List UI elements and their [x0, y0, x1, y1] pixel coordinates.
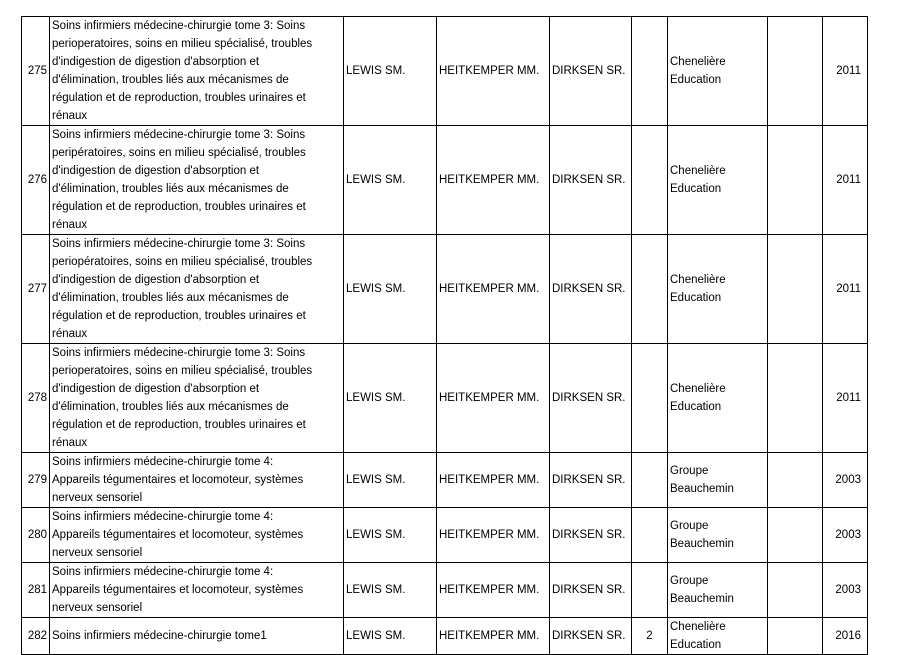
book-title-line: d'indigestion de digestion d'absorption et [52, 165, 260, 177]
book-title-line: Soins infirmiers médecine-chirurgie tome 3: Soins [52, 347, 306, 359]
author-3: DIRKSEN SR. [550, 563, 632, 618]
book-title-line: Soins infirmiers médecine-chirurgie tome 3: Soins [52, 20, 306, 32]
publisher-line: Education [670, 639, 722, 651]
author-2: HEITKEMPER MM. [437, 126, 550, 235]
row-number: 281 [22, 563, 50, 618]
publisher-line: Chenelière [670, 56, 726, 68]
table-row [22, 563, 868, 618]
book-title-line: rénaux [52, 437, 88, 449]
year: 2016 [823, 618, 868, 655]
row-number: 276 [22, 126, 50, 235]
book-title-line: régulation et de reproduction, troubles urinaires et [52, 92, 306, 104]
table-row [22, 344, 868, 453]
publisher-line: Chenelière [670, 165, 726, 177]
publisher-line: Beauchemin [670, 593, 734, 605]
year: 2011 [823, 235, 868, 344]
author-1: LEWIS SM. [344, 126, 437, 235]
table-row [22, 235, 868, 344]
book-title-line: nerveux sensoriel [52, 547, 143, 559]
table-body [22, 17, 868, 655]
edition [632, 508, 668, 563]
book-title-line: rénaux [52, 328, 88, 340]
author-3: DIRKSEN SR. [550, 618, 632, 655]
author-3: DIRKSEN SR. [550, 344, 632, 453]
row-number: 278 [22, 344, 50, 453]
year: 2003 [823, 453, 868, 508]
book-title-line: perioperatoires, soins en milieu spécialisé, troubles [52, 365, 313, 377]
author-3: DIRKSEN SR. [550, 235, 632, 344]
extra-cell [768, 126, 823, 235]
book-title-line: d'élimination, troubles liés aux mécanismes de [52, 183, 289, 195]
author-3: DIRKSEN SR. [550, 453, 632, 508]
author-3: DIRKSEN SR. [550, 126, 632, 235]
edition [632, 235, 668, 344]
book-title-cell [50, 126, 344, 235]
publisher-line: Chenelière [670, 274, 726, 286]
publisher-cell [668, 344, 768, 453]
author-2: HEITKEMPER MM. [437, 344, 550, 453]
edition [632, 453, 668, 508]
author-2: HEITKEMPER MM. [437, 453, 550, 508]
publisher-line: Chenelière [670, 383, 726, 395]
publisher-cell [668, 235, 768, 344]
book-title-cell [50, 453, 344, 508]
book-title-cell [50, 344, 344, 453]
book-table [21, 16, 868, 655]
row-number: 280 [22, 508, 50, 563]
book-title-cell [50, 618, 344, 655]
book-title-line: nerveux sensoriel [52, 602, 143, 614]
extra-cell [768, 618, 823, 655]
book-title-line: d'indigestion de digestion d'absorption et [52, 274, 260, 286]
book-title-line: régulation et de reproduction, troubles urinaires et [52, 419, 306, 431]
edition [632, 563, 668, 618]
extra-cell [768, 508, 823, 563]
edition [632, 126, 668, 235]
book-title-line: Appareils tégumentaires et locomoteur, systèmes [52, 584, 304, 596]
book-title-line: peripératoires, soins en milieu spécialisé, troubles [52, 147, 306, 159]
extra-cell [768, 453, 823, 508]
book-title-line: d'élimination, troubles liés aux mécanismes de [52, 74, 289, 86]
author-2: HEITKEMPER MM. [437, 618, 550, 655]
extra-cell [768, 235, 823, 344]
publisher-line: Beauchemin [670, 538, 734, 550]
table-row [22, 126, 868, 235]
row-number: 279 [22, 453, 50, 508]
year: 2011 [823, 17, 868, 126]
book-title-line: Soins infirmiers médecine-chirurgie tome 3: Soins [52, 238, 306, 250]
extra-cell [768, 563, 823, 618]
author-2: HEITKEMPER MM. [437, 508, 550, 563]
publisher-line: Education [670, 401, 722, 413]
year: 2011 [823, 344, 868, 453]
publisher-line: Beauchemin [670, 483, 734, 495]
book-title-line: perioperatoires, soins en milieu spécialisé, troubles [52, 38, 313, 50]
book-title-line: nerveux sensoriel [52, 492, 143, 504]
year: 2011 [823, 126, 868, 235]
table-row [22, 508, 868, 563]
edition: 2 [632, 618, 668, 655]
author-1: LEWIS SM. [344, 453, 437, 508]
publisher-line: Education [670, 292, 722, 304]
author-1: LEWIS SM. [344, 563, 437, 618]
author-1: LEWIS SM. [344, 344, 437, 453]
book-title-line: d'indigestion de digestion d'absorption et [52, 56, 260, 68]
row-number: 282 [22, 618, 50, 655]
publisher-cell [668, 618, 768, 655]
book-title-line: rénaux [52, 219, 88, 231]
book-title-cell [50, 17, 344, 126]
book-title-line: rénaux [52, 110, 88, 122]
publisher-line: Groupe [670, 575, 709, 587]
book-title-line: d'élimination, troubles liés aux mécanismes de [52, 401, 289, 413]
book-title-cell [50, 563, 344, 618]
author-2: HEITKEMPER MM. [437, 235, 550, 344]
publisher-line: Chenelière [670, 621, 726, 633]
book-title-line: Soins infirmiers médecine-chirurgie tome 4: [52, 566, 274, 578]
row-number: 277 [22, 235, 50, 344]
publisher-line: Groupe [670, 465, 709, 477]
book-title-line: Soins infirmiers médecine-chirurgie tome 4: [52, 511, 274, 523]
author-1: LEWIS SM. [344, 17, 437, 126]
author-2: HEITKEMPER MM. [437, 17, 550, 126]
author-1: LEWIS SM. [344, 508, 437, 563]
author-1: LEWIS SM. [344, 618, 437, 655]
table-row [22, 17, 868, 126]
book-title-line: Soins infirmiers médecine-chirurgie tome 4: [52, 456, 274, 468]
extra-cell [768, 344, 823, 453]
publisher-cell [668, 563, 768, 618]
book-title-line: régulation et de reproduction, troubles urinaires et [52, 201, 306, 213]
table-row [22, 453, 868, 508]
book-title-line: Appareils tégumentaires et locomoteur, systèmes [52, 474, 304, 486]
publisher-cell [668, 508, 768, 563]
author-2: HEITKEMPER MM. [437, 563, 550, 618]
extra-cell [768, 17, 823, 126]
row-number: 275 [22, 17, 50, 126]
year: 2003 [823, 563, 868, 618]
author-3: DIRKSEN SR. [550, 17, 632, 126]
year: 2003 [823, 508, 868, 563]
book-title-line: régulation et de reproduction, troubles urinaires et [52, 310, 306, 322]
book-title-line: d'élimination, troubles liés aux mécanismes de [52, 292, 289, 304]
publisher-line: Education [670, 74, 722, 86]
author-1: LEWIS SM. [344, 235, 437, 344]
publisher-cell [668, 17, 768, 126]
edition [632, 17, 668, 126]
author-3: DIRKSEN SR. [550, 508, 632, 563]
book-title-line: Soins infirmiers médecine-chirurgie tome 3: Soins [52, 129, 306, 141]
book-title-line: d'indigestion de digestion d'absorption et [52, 383, 260, 395]
publisher-line: Education [670, 183, 722, 195]
book-title-line: Soins infirmiers médecine-chirurgie tome1 [52, 630, 267, 642]
book-title-line: periopératoires, soins en milieu spécialisé, troubles [52, 256, 313, 268]
edition [632, 344, 668, 453]
publisher-line: Groupe [670, 520, 709, 532]
book-title-line: Appareils tégumentaires et locomoteur, systèmes [52, 529, 304, 541]
book-title-cell [50, 508, 344, 563]
book-title-cell [50, 235, 344, 344]
publisher-cell [668, 453, 768, 508]
table-row [22, 618, 868, 655]
publisher-cell [668, 126, 768, 235]
